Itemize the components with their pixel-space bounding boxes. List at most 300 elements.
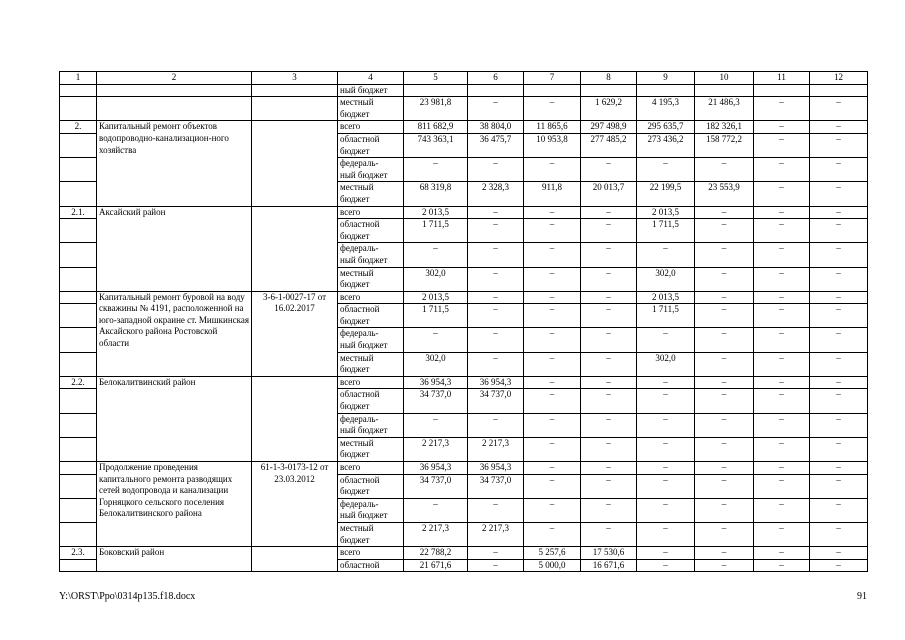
cell-year2: [524, 389, 581, 413]
cell-text: 36 954,3: [419, 376, 452, 387]
cell-text: 34 737,0: [419, 474, 452, 485]
cell-text: –: [721, 219, 727, 230]
page-number: 91: [857, 591, 867, 602]
cell-text: –: [663, 547, 668, 558]
cell-text: –: [721, 267, 727, 278]
cell-year3: [581, 389, 637, 413]
cell-text: бюджет: [340, 279, 370, 290]
cell-text: федераль-: [340, 243, 379, 254]
cell-text: –: [836, 182, 841, 193]
cell-text: всего: [340, 547, 361, 558]
cell-text: –: [549, 291, 555, 302]
table-row: [60, 376, 868, 389]
cell-text: бюджет: [340, 534, 370, 545]
cell-text: 16 671,6: [592, 559, 625, 570]
cell-year1: [468, 304, 524, 328]
cell-text: бюджет: [340, 108, 370, 119]
cell-year5: [695, 97, 754, 121]
cell-text: –: [493, 219, 498, 230]
cell-text: –: [493, 291, 498, 302]
cell-text: 911,8: [542, 182, 562, 193]
cell-year1: [468, 389, 524, 413]
cell-text: ный бюджет: [340, 254, 388, 265]
cell-year6: [754, 547, 810, 560]
cell-text: –: [493, 206, 498, 217]
cell-year4: [637, 133, 695, 157]
cell-number: [60, 291, 97, 304]
cell-text: 23 981,8: [419, 97, 452, 108]
cell-total: [404, 474, 468, 498]
cell-year7: [810, 547, 868, 560]
cell-text: –: [493, 498, 498, 509]
cell-text: 158 772,2: [706, 133, 742, 144]
cell-text: –: [493, 547, 498, 558]
cell-text: всего: [340, 206, 361, 217]
cell-year7: [810, 462, 868, 475]
cell-text: –: [549, 158, 555, 169]
cell-year7: [810, 352, 868, 376]
cell-text: 38 804,0: [479, 121, 512, 132]
header-cell: 12: [810, 72, 868, 85]
cell-year4: [637, 267, 695, 291]
cell-text: 22 788,2: [419, 547, 452, 558]
cell-text: Капитальный ремонт объектов водопроводно-канализацион-ного хозяйства: [99, 121, 229, 155]
cell-year1: [468, 219, 524, 243]
cell-text: –: [721, 474, 727, 485]
budget-table: [59, 71, 868, 572]
cell-total: [404, 219, 468, 243]
cell-number: [60, 206, 97, 219]
cell-number: [60, 413, 97, 437]
cell-text: 302,0: [425, 352, 446, 363]
cell-year5: [695, 182, 754, 206]
cell-source: [338, 437, 404, 461]
cell-text: –: [549, 219, 555, 230]
cell-year7: [810, 498, 868, 522]
cell-name: [97, 84, 252, 97]
cell-name: [97, 206, 252, 291]
cell-year5: [695, 291, 754, 304]
cell-year2: [524, 243, 581, 267]
cell-year6: [754, 84, 810, 97]
cell-text: всего: [340, 121, 361, 132]
cell-year1: [468, 559, 524, 572]
cell-source: [338, 304, 404, 328]
cell-text: Продолжение проведения капитального ремонта разводящих сетей водопровода и канализации Горняцкого сельского поселения Белокалитвинского района: [99, 462, 233, 519]
cell-number: [60, 133, 97, 157]
cell-text: –: [493, 328, 498, 339]
cell-total: [404, 352, 468, 376]
cell-year4: [637, 462, 695, 475]
table-row: [60, 291, 868, 304]
cell-text: областной: [340, 559, 380, 570]
cell-text: –: [721, 376, 727, 387]
table-row: [60, 462, 868, 475]
cell-year5: [695, 267, 754, 291]
cell-text: –: [836, 133, 841, 144]
cell-year5: [695, 413, 754, 437]
cell-total: [404, 547, 468, 560]
cell-text: областной: [340, 474, 380, 485]
cell-number: [60, 352, 97, 376]
cell-text: 3-6-1-0027-17 от 16.02.2017: [262, 291, 327, 314]
cell-year7: [810, 133, 868, 157]
cell-year5: [695, 376, 754, 389]
cell-text: –: [549, 474, 555, 485]
cell-year2: [524, 133, 581, 157]
cell-total: [404, 389, 468, 413]
cell-year3: [581, 474, 637, 498]
cell-text: –: [779, 267, 784, 278]
cell-year6: [754, 97, 810, 121]
file-path: Y:\ORST\Ppo\0314p135.f18.docx: [59, 591, 196, 602]
cell-text: бюджет: [340, 401, 370, 412]
cell-text: бюджет: [340, 486, 370, 497]
cell-total: [404, 522, 468, 546]
cell-total: [404, 206, 468, 219]
cell-year6: [754, 437, 810, 461]
cell-text: –: [606, 498, 611, 509]
cell-year2: [524, 291, 581, 304]
cell-year7: [810, 182, 868, 206]
cell-year3: [581, 243, 637, 267]
cell-text: –: [836, 291, 841, 302]
cell-text: ный бюджет: [340, 425, 388, 436]
cell-text: –: [663, 498, 668, 509]
cell-text: бюджет: [340, 364, 370, 375]
cell-text: –: [433, 328, 438, 339]
cell-year4: [637, 158, 695, 182]
cell-text: –: [779, 522, 784, 533]
cell-text: Боковский район: [99, 547, 165, 558]
cell-text: –: [721, 437, 727, 448]
cell-text: 5 257,6: [538, 547, 566, 558]
cell-year2: [524, 206, 581, 219]
cell-year3: [581, 219, 637, 243]
cell-total: [404, 84, 468, 97]
cell-year5: [695, 498, 754, 522]
cell-number: [60, 376, 97, 389]
cell-text: Аксайский район: [99, 206, 166, 217]
cell-text: бюджет: [340, 315, 370, 326]
cell-text: –: [721, 389, 727, 400]
cell-text: –: [779, 559, 784, 570]
cell-text: –: [606, 206, 611, 217]
cell-year7: [810, 437, 868, 461]
cell-text: 2.: [74, 121, 82, 132]
cell-year6: [754, 267, 810, 291]
cell-year6: [754, 243, 810, 267]
cell-text: –: [836, 559, 841, 570]
cell-text: –: [493, 97, 498, 108]
cell-year1: [468, 437, 524, 461]
cell-text: –: [493, 559, 498, 570]
cell-text: –: [721, 413, 727, 424]
cell-text: ный бюджет: [340, 84, 388, 95]
cell-text: 21 671,6: [419, 559, 452, 570]
cell-total: [404, 267, 468, 291]
cell-text: –: [663, 328, 668, 339]
cell-text: –: [663, 376, 668, 387]
cell-text: –: [606, 376, 611, 387]
cell-text: –: [836, 547, 841, 558]
cell-year2: [524, 219, 581, 243]
cell-year6: [754, 462, 810, 475]
header-cell: 1: [60, 72, 97, 85]
cell-text: –: [721, 158, 727, 169]
cell-year3: [581, 133, 637, 157]
cell-text: –: [549, 97, 555, 108]
cell-text: –: [779, 291, 784, 302]
cell-year4: [637, 522, 695, 546]
cell-text: –: [433, 158, 438, 169]
cell-year6: [754, 133, 810, 157]
cell-year7: [810, 304, 868, 328]
cell-text: –: [721, 498, 727, 509]
cell-year2: [524, 121, 581, 134]
cell-text: –: [779, 328, 784, 339]
cell-text: –: [549, 206, 555, 217]
cell-number: [60, 522, 97, 546]
cell-text: 5 000,0: [538, 559, 566, 570]
cell-text: –: [721, 243, 727, 254]
cell-doc: [252, 376, 338, 461]
cell-text: всего: [340, 462, 361, 472]
cell-year4: [637, 437, 695, 461]
cell-source: [338, 219, 404, 243]
cell-year7: [810, 267, 868, 291]
cell-total: [404, 559, 468, 572]
cell-year2: [524, 328, 581, 352]
cell-text: –: [779, 219, 784, 230]
cell-year3: [581, 522, 637, 546]
cell-text: –: [779, 413, 784, 424]
cell-year4: [637, 389, 695, 413]
cell-year5: [695, 328, 754, 352]
cell-year4: [637, 413, 695, 437]
cell-source: [338, 267, 404, 291]
cell-text: 2 217,3: [482, 437, 509, 448]
cell-year2: [524, 304, 581, 328]
cell-year7: [810, 219, 868, 243]
cell-text: –: [549, 437, 555, 448]
cell-year3: [581, 376, 637, 389]
cell-year7: [810, 158, 868, 182]
cell-year2: [524, 559, 581, 572]
cell-text: федераль-: [340, 158, 379, 169]
header-cell: 10: [695, 72, 754, 85]
cell-year4: [637, 206, 695, 219]
cell-text: 302,0: [425, 267, 446, 278]
cell-year6: [754, 376, 810, 389]
header-cell: 6: [468, 72, 524, 85]
table-row: [60, 206, 868, 219]
cell-year2: [524, 474, 581, 498]
cell-text: –: [606, 158, 611, 169]
cell-source: [338, 352, 404, 376]
cell-year6: [754, 291, 810, 304]
cell-source: [338, 121, 404, 134]
cell-year3: [581, 559, 637, 572]
cell-text: местный: [340, 352, 374, 363]
cell-year6: [754, 158, 810, 182]
cell-source: [338, 133, 404, 157]
cell-text: –: [779, 437, 784, 448]
cell-year4: [637, 547, 695, 560]
cell-text: 10 953,8: [536, 133, 568, 144]
cell-year4: [637, 243, 695, 267]
cell-year7: [810, 97, 868, 121]
cell-name: [97, 547, 252, 572]
cell-year3: [581, 267, 637, 291]
cell-year7: [810, 413, 868, 437]
cell-text: –: [549, 267, 555, 278]
cell-text: –: [549, 352, 555, 363]
cell-year5: [695, 559, 754, 572]
header-cell: 8: [581, 72, 637, 85]
cell-year6: [754, 328, 810, 352]
cell-year5: [695, 389, 754, 413]
cell-text: –: [836, 498, 841, 509]
cell-text: –: [433, 413, 438, 424]
cell-year7: [810, 121, 868, 134]
cell-text: –: [836, 437, 841, 448]
cell-year6: [754, 389, 810, 413]
cell-number: [60, 498, 97, 522]
cell-text: –: [836, 121, 841, 132]
cell-text: –: [779, 121, 784, 132]
cell-text: 1 711,5: [422, 304, 449, 315]
cell-text: –: [779, 474, 784, 485]
cell-year3: [581, 304, 637, 328]
cell-number: [60, 158, 97, 182]
cell-year1: [468, 121, 524, 134]
cell-text: 22 199,5: [649, 182, 682, 193]
cell-year7: [810, 243, 868, 267]
cell-text: 297 498,9: [590, 121, 627, 132]
cell-year4: [637, 121, 695, 134]
cell-text: –: [721, 522, 727, 533]
cell-year3: [581, 413, 637, 437]
cell-text: 273 436,2: [647, 133, 684, 144]
cell-source: [338, 182, 404, 206]
cell-text: –: [606, 352, 611, 363]
cell-text: 2 328,3: [482, 182, 509, 193]
cell-text: 17 530,6: [592, 547, 625, 558]
cell-text: –: [493, 352, 498, 363]
cell-text: –: [836, 413, 841, 424]
cell-number: [60, 328, 97, 352]
cell-number: [60, 474, 97, 498]
cell-year1: [468, 158, 524, 182]
cell-text: –: [836, 158, 841, 169]
cell-text: –: [721, 352, 727, 363]
cell-year6: [754, 498, 810, 522]
cell-text: федераль-: [340, 413, 379, 424]
cell-text: 2 217,3: [422, 437, 449, 448]
cell-text: –: [721, 462, 727, 472]
cell-text: –: [606, 389, 611, 400]
cell-year1: [468, 522, 524, 546]
cell-doc: [252, 462, 338, 547]
cell-source: [338, 547, 404, 560]
cell-year1: [468, 462, 524, 475]
cell-text: –: [836, 389, 841, 400]
cell-text: всего: [340, 376, 361, 387]
cell-number: [60, 389, 97, 413]
cell-text: 36 954,3: [479, 376, 512, 387]
header-cell: 11: [754, 72, 810, 85]
cell-total: [404, 133, 468, 157]
cell-number: [60, 219, 97, 243]
cell-text: бюджет: [340, 193, 370, 204]
cell-year4: [637, 376, 695, 389]
cell-year2: [524, 376, 581, 389]
cell-total: [404, 291, 468, 304]
cell-year3: [581, 182, 637, 206]
cell-text: –: [721, 206, 727, 217]
cell-text: местный: [340, 182, 374, 193]
cell-text: –: [779, 243, 784, 254]
header-cell: 2: [97, 72, 252, 85]
cell-year6: [754, 182, 810, 206]
cell-text: –: [779, 97, 784, 108]
cell-year5: [695, 121, 754, 134]
cell-year3: [581, 206, 637, 219]
cell-year6: [754, 559, 810, 572]
cell-text: 61-1-3-0173-12 от 23.03.2012: [260, 462, 329, 484]
cell-year5: [695, 304, 754, 328]
cell-text: –: [663, 462, 668, 472]
cell-year7: [810, 206, 868, 219]
cell-year4: [637, 291, 695, 304]
cell-total: [404, 413, 468, 437]
cell-text: бюджет: [340, 449, 370, 460]
cell-year3: [581, 121, 637, 134]
cell-year7: [810, 474, 868, 498]
cell-year7: [810, 522, 868, 546]
cell-source: [338, 291, 404, 304]
cell-text: –: [606, 304, 611, 315]
cell-source: [338, 376, 404, 389]
cell-text: –: [779, 462, 784, 472]
cell-source: [338, 413, 404, 437]
cell-text: –: [606, 219, 611, 230]
cell-text: 302,0: [655, 267, 676, 278]
cell-year3: [581, 158, 637, 182]
cell-text: –: [549, 462, 555, 472]
cell-year5: [695, 206, 754, 219]
cell-text: –: [779, 389, 784, 400]
cell-text: –: [779, 206, 784, 217]
cell-text: –: [836, 243, 841, 254]
cell-total: [404, 97, 468, 121]
cell-text: ный бюджет: [340, 510, 388, 521]
cell-year2: [524, 413, 581, 437]
header-cell: 7: [524, 72, 581, 85]
cell-number: [60, 84, 97, 97]
cell-year2: [524, 97, 581, 121]
cell-text: –: [836, 328, 841, 339]
header-row: [60, 72, 868, 85]
cell-text: –: [606, 243, 611, 254]
cell-year5: [695, 219, 754, 243]
cell-year1: [468, 133, 524, 157]
cell-year3: [581, 437, 637, 461]
cell-text: 36 475,7: [479, 133, 512, 144]
cell-year3: [581, 498, 637, 522]
cell-source: [338, 97, 404, 121]
